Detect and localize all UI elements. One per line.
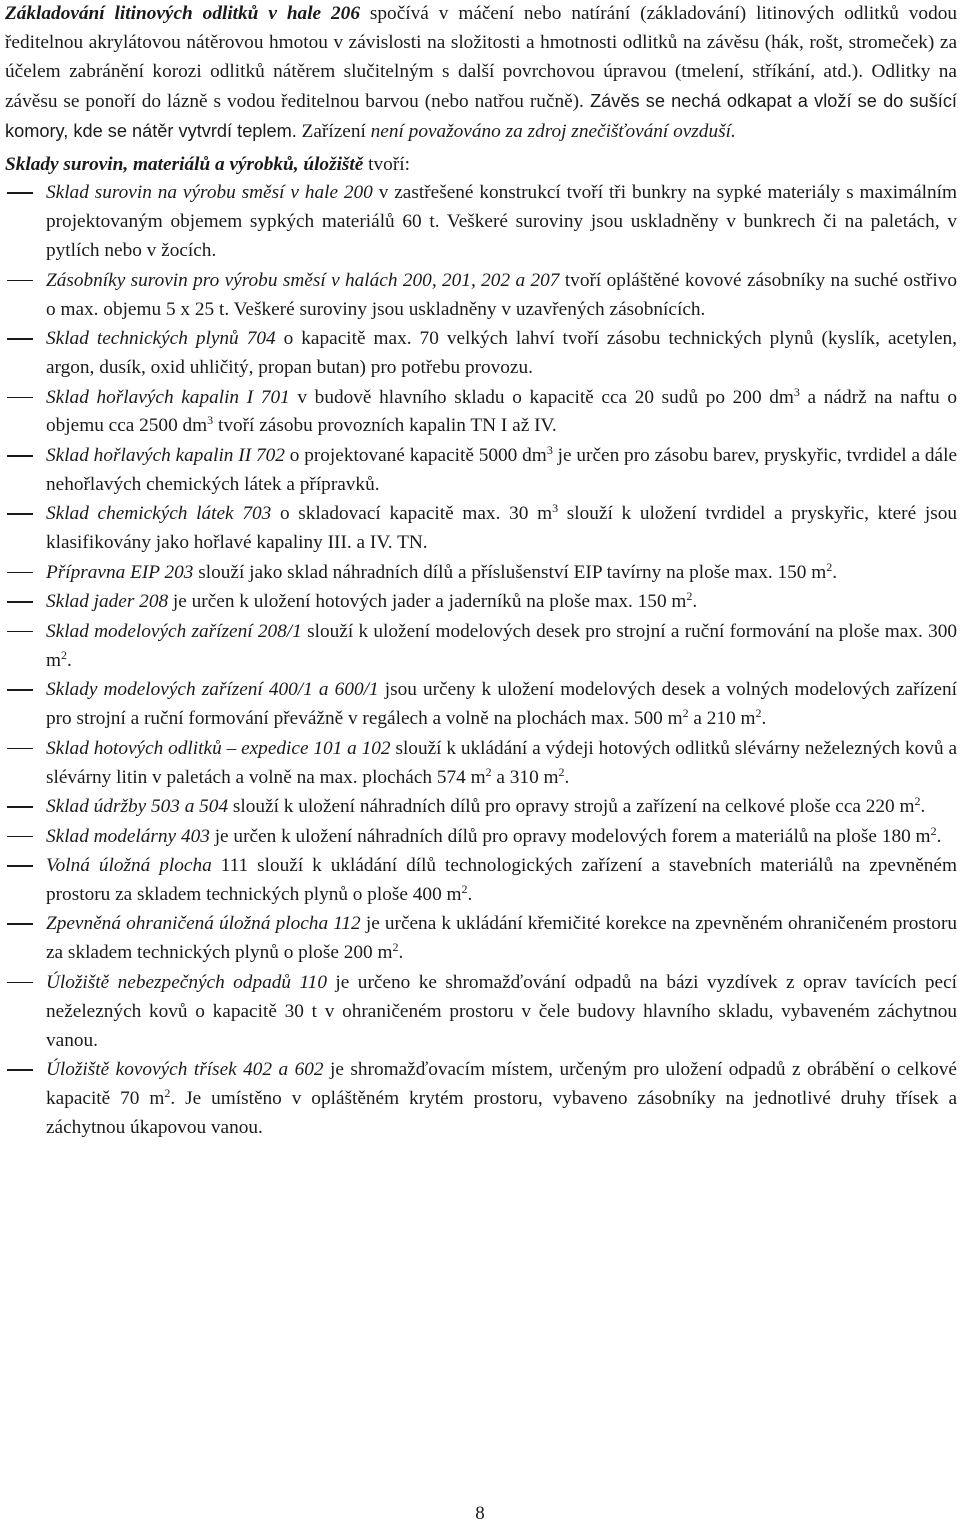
dash-bullet (7, 572, 33, 574)
dash-bullet (7, 631, 33, 633)
list-item (5, 969, 957, 1056)
list-item (5, 910, 957, 968)
item-text: o projektované kapacitě 5000 dm (284, 444, 547, 466)
superscript: 2 (461, 881, 468, 896)
item-name: Sklad surovin na výrobu směsí v hale 200 (46, 182, 373, 204)
item-name: Sklad hotových odlitků – expedice 101 a 102 (46, 737, 391, 759)
item-text: v zastřešené konstrukcí tvoří tři bunkry na sypké materiály s maximálním projektovaným objemem sypkých materiálů 60 t. Veškeré suroviny jsou uskladněny v bunkrech či na paletách, v pytlích nebo v žocích. (46, 182, 957, 262)
item-name: Úložiště nebezpečných odpadů 110 (46, 971, 327, 993)
list-item (5, 500, 957, 558)
item-text: . (467, 883, 473, 905)
intro-text-1: spočívá v máčení nebo natírání (základování) litinových odlitků vodou ředitelnou akrylátovou nátěrovou hmotou v závislosti na složitosti a hmotnosti odlitků na závěsu (hák, rošt, stromeček) za účelem zabránění korozi odlitků nátěrem slučitelným s další povrchovou úpravou (tmelení, stříkání, atd.). (5, 3, 957, 82)
dash-bullet (7, 280, 33, 282)
superscript: 2 (682, 706, 689, 721)
dash-bullet (7, 338, 33, 340)
section-heading-title: Sklady surovin, materiálů a výrobků, úložiště (5, 153, 364, 175)
dash-bullet (7, 806, 33, 808)
superscript: 2 (826, 559, 833, 574)
superscript: 2 (558, 764, 565, 779)
item-text: je shromažďovacím místem, určeným pro uložení odpadů z obrábění o celkové kapacitě 70 m (46, 1059, 957, 1110)
dash-bullet (7, 1069, 33, 1071)
dash-bullet (7, 192, 33, 194)
dash-bullet (7, 397, 33, 399)
item-text: slouží jako sklad náhradních dílů a příslušenství EIP tavírny na ploše max. 150 m (193, 561, 827, 583)
item-text: . (761, 708, 767, 730)
item-text: slouží k ukládání a výdeji hotových odlitků slévárny neželezných kovů a slévárny litin v paletách a volně na max. plochách 574 m (46, 737, 957, 788)
item-text: je určen k uložení hotových jader a jaderníků na ploše max. 150 m (168, 591, 687, 613)
dash-bullet (7, 689, 33, 691)
item-name: Zásobníky surovin pro výrobu směsí v halách 200, 201, 202 a 207 (46, 269, 560, 291)
superscript: 2 (914, 794, 921, 808)
item-text: . (936, 825, 942, 847)
item-text: slouží k uložení náhradních dílů pro opravy strojů a zařízení na celkové ploše cca 220 m (228, 796, 915, 817)
storage-list (5, 179, 957, 1142)
intro-text-3: Závěs se nechá odkapat a vloží se do sušící komory, kde se nátěr vytvrdí teplem. (5, 90, 957, 141)
section-heading-rest: tvoří: (363, 153, 410, 175)
item-name: Sklady modelových zařízení 400/1 a 600/1 (46, 679, 379, 701)
section-heading (5, 151, 957, 180)
superscript: 3 (793, 384, 800, 399)
dash-bullet (7, 455, 33, 457)
page-number: 8 (475, 1503, 485, 1524)
list-item (5, 559, 957, 588)
list-item (5, 823, 957, 852)
list-item (5, 618, 957, 676)
list-item (5, 1056, 957, 1143)
dash-bullet (7, 748, 33, 750)
dash-bullet (7, 982, 33, 984)
intro-text-4: Zařízení (296, 120, 371, 142)
item-text: a 210 m (688, 708, 756, 730)
item-text: o kapacitě max. 70 velkých lahví tvoří zásobu technických plynů (kyslík, acetylen, argon, dusík, oxid uhličitý, propan butan) pro potřebu provozu. (46, 328, 957, 379)
item-text: jsou určeny k uložení modelových desek a volných modelových zařízení pro strojní a ruční formování převážně v regálech a volně na plochách max. 500 m (46, 679, 957, 730)
intro-text-2: Odlitky na závěsu se ponoří do lázně s vodou ředitelnou barvou (nebo natřou ručně). (5, 60, 957, 112)
item-text: . Je umístěno v opláštěném krytém prostoru, vybaveno zásobníky na jednotlivé druhy třísek a záchytnou úkapovou vanou. (46, 1088, 957, 1138)
list-item (5, 793, 957, 822)
item-name: Sklad modelových zařízení 208/1 (46, 620, 302, 642)
item-text: . (67, 649, 72, 671)
list-item (5, 588, 957, 617)
item-text: je určeno ke shromažďování odpadů na bázi vyzdívek z oprav tavících pecí neželezných kovů o kapacitě 30 t v ohraničeném prostoru v čele budovy hlavního skladu, vybaveném záchytnou vanou. (46, 971, 957, 1051)
intro-text-5: není považováno za zdroj znečišťování ovzduší. (370, 120, 736, 142)
superscript: 3 (207, 413, 214, 428)
item-name: Přípravna EIP 203 (46, 561, 194, 583)
superscript: 2 (392, 940, 399, 955)
item-name: Sklad jader 208 (46, 591, 169, 613)
item-name: Sklad údržby 503 a 504 (46, 796, 229, 817)
list-item (5, 384, 957, 442)
item-text: . (920, 796, 926, 817)
item-text: v budově hlavního skladu o kapacitě cca 20 sudů po 200 dm (289, 386, 794, 408)
superscript: 3 (546, 442, 553, 457)
item-name: Sklad hořlavých kapalin I 701 (46, 386, 290, 408)
list-item (5, 852, 957, 910)
item-name: Sklad modelárny 403 (46, 825, 210, 847)
dash-bullet (7, 865, 33, 867)
list-item (5, 442, 957, 500)
list-item (5, 179, 957, 266)
item-text: a 310 m (491, 766, 559, 788)
dash-bullet (7, 513, 33, 515)
item-text: . (564, 766, 570, 788)
item-name: Sklad technických plynů 704 (46, 328, 276, 350)
item-name: Zpevněná ohraničená úložná plocha 112 (46, 913, 361, 935)
item-text: . (832, 561, 838, 583)
item-text: je určen pro zásobu barev, pryskyřic, tvrdidel a dále nehořlavých chemických látek a přípravků. (46, 444, 957, 495)
intro-paragraph (5, 0, 957, 147)
item-text: . (398, 942, 404, 964)
item-text: a nádrž na naftu o objemu cca 2500 dm (46, 386, 957, 437)
dash-bullet (7, 836, 33, 838)
dash-bullet (7, 923, 33, 925)
superscript: 2 (61, 647, 67, 662)
superscript: 3 (552, 501, 559, 516)
item-text: . (692, 591, 698, 613)
item-name: Sklad hořlavých kapalin II 702 (46, 444, 285, 466)
superscript: 2 (686, 589, 693, 604)
list-item (5, 676, 957, 734)
superscript: 2 (485, 764, 492, 779)
item-name: Sklad chemických látek 703 (46, 503, 272, 525)
document-page (5, 0, 957, 1143)
item-text: tvoří opláštěné kovové zásobníky na suché ostřivo o max. objemu 5 x 25 t. Veškeré suroviny jsou uskladněny v uzavřených zásobnících. (46, 269, 957, 320)
superscript: 2 (755, 706, 762, 721)
item-text: slouží k uložení modelových desek pro strojní a ruční formování na ploše max. 300 m (46, 620, 957, 671)
list-item (5, 267, 957, 325)
item-text: 111 slouží k ukládání dílů technologických zařízení a stavebních materiálů na zpevněném prostoru za skladem technických plynů o ploše 400 m (46, 855, 957, 905)
superscript: 2 (930, 823, 937, 838)
list-item (5, 325, 957, 383)
dash-bullet (7, 601, 33, 603)
item-text: slouží k uložení tvrdidel a pryskyřic, které jsou klasifikovány jako hořlavé kapaliny III. a IV. TN. (46, 503, 957, 554)
item-name: Volná úložná plocha (46, 855, 212, 876)
item-text: o skladovací kapacitě max. 30 m (271, 503, 553, 525)
item-text: je určena k ukládání křemičité korekce na zpevněném ohraničeném prostoru za skladem technických plynů o ploše 200 m (46, 913, 957, 964)
superscript: 2 (164, 1086, 171, 1101)
intro-title: Základování litinových odlitků v hale 206 (5, 3, 360, 24)
item-text: je určen k uložení náhradních dílů pro opravy modelových forem a materiálů na ploše 180 m (209, 825, 931, 847)
list-item (5, 735, 957, 793)
item-text: tvoří zásobu provozních kapalin TN I až IV. (213, 415, 557, 437)
item-name: Úložiště kovových třísek 402 a 602 (46, 1059, 324, 1081)
